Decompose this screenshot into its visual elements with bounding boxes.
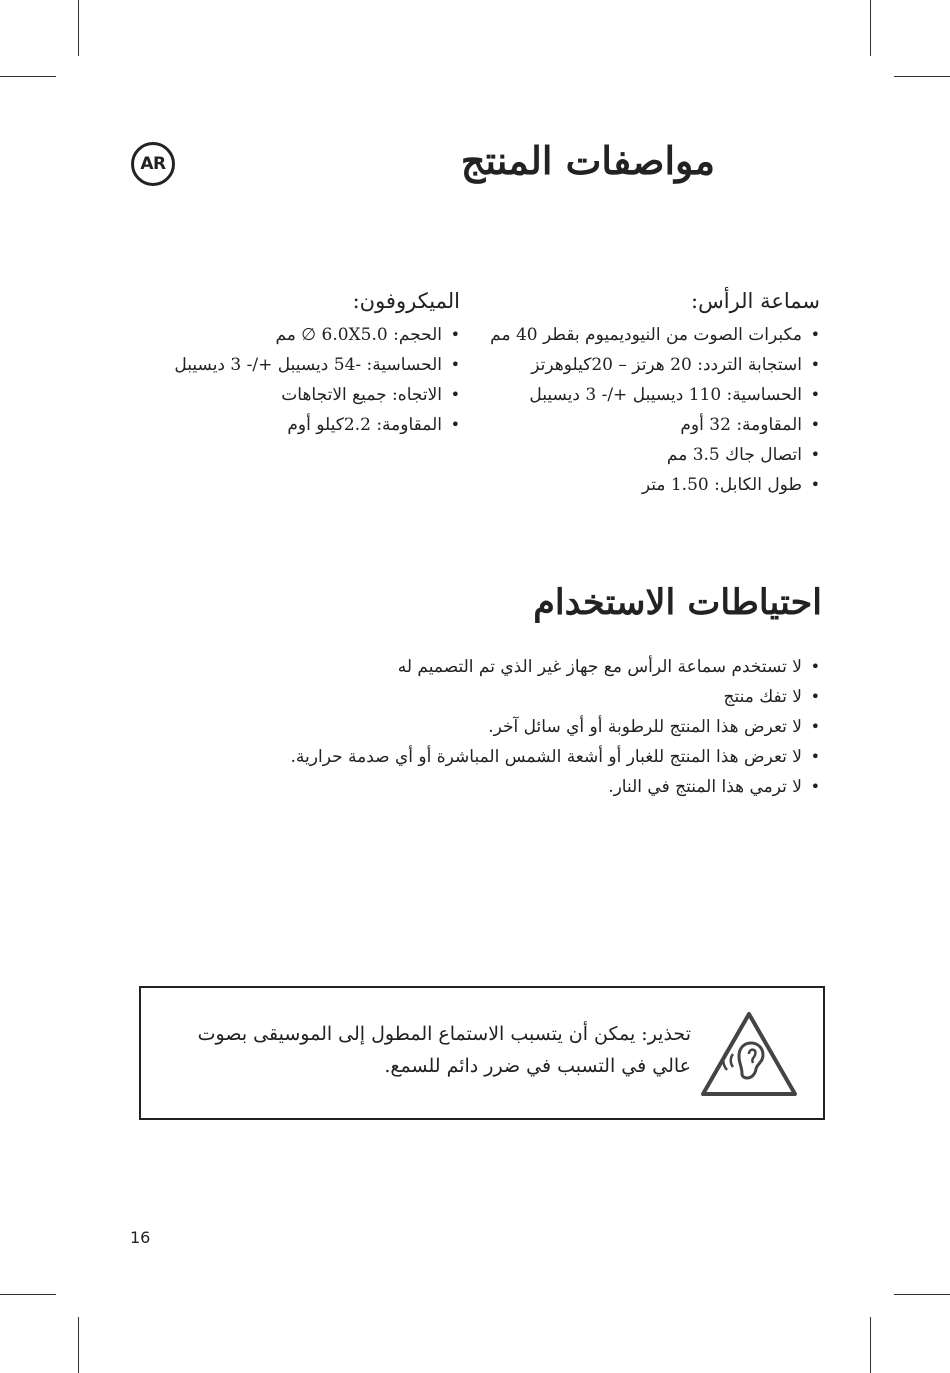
headphone-specs-heading: سماعة الرأس: (691, 289, 820, 313)
spec-item: • الحجم: 6.0X5.0 ∅ مم (115, 320, 460, 350)
warning-text: تحذير: يمكن أن يتسبب الاستماع المطول إلى الموسيقى بصوت عالي في التسبب في ضرر دائم للسمع. (197, 1023, 691, 1077)
spec-item: • طول الكابل: 1.50 متر (475, 470, 820, 500)
crop-mark (78, 0, 79, 56)
headphone-specs (475, 286, 820, 500)
spec-item: • استجابة التردد: 20 هرتز – 20كيلوهرتز (475, 350, 820, 380)
microphone-specs-heading: الميكروفون: (352, 289, 460, 313)
crop-mark (894, 1294, 950, 1295)
hearing-warning-box (139, 986, 825, 1120)
spec-item: • مكبرات الصوت من النيوديميوم بقطر 40 مم (475, 320, 820, 350)
crop-mark (0, 76, 56, 77)
microphone-specs-list (115, 320, 460, 440)
ear-warning-icon (699, 1010, 799, 1098)
precaution-item: • لا تعرض هذا المنتج للرطوبة أو أي سائل آخر. (130, 712, 820, 742)
crop-mark (870, 0, 871, 56)
precautions-section (130, 652, 820, 802)
crop-mark (870, 1317, 871, 1373)
precautions-list (130, 652, 820, 802)
spec-item: • الاتجاه: جميع الاتجاهات (115, 380, 460, 410)
spec-item: • اتصال جاك 3.5 مم (475, 440, 820, 470)
spec-item: • الحساسية: 110 ديسيبل +/- 3 ديسيبل (475, 380, 820, 410)
spec-item: • المقاومة: 32 أوم (475, 410, 820, 440)
spec-item: • المقاومة: 2.2كيلو أوم (115, 410, 460, 440)
page-number: 16 (130, 1228, 151, 1247)
precaution-item: • لا تستخدم سماعة الرأس مع جهاز غير الذي تم التصميم له (130, 652, 820, 682)
headphone-specs-list (475, 320, 820, 500)
precaution-item: • لا تفك منتج (130, 682, 820, 712)
page-title: مواصفات المنتج (460, 138, 715, 183)
precautions-title: احتياطات الاستخدام (533, 582, 822, 623)
precaution-item: • لا تعرض هذا المنتج للغبار أو أشعة الشمس المباشرة أو أي صدمة حرارية. (130, 742, 820, 772)
crop-mark (0, 1294, 56, 1295)
crop-mark (894, 76, 950, 77)
microphone-specs (115, 286, 460, 440)
spec-item: • الحساسية: -54 ديسيبل +/- 3 ديسيبل (115, 350, 460, 380)
precaution-item: • لا ترمي هذا المنتج في النار. (130, 772, 820, 802)
language-badge: AR (131, 142, 175, 186)
crop-mark (78, 1317, 79, 1373)
